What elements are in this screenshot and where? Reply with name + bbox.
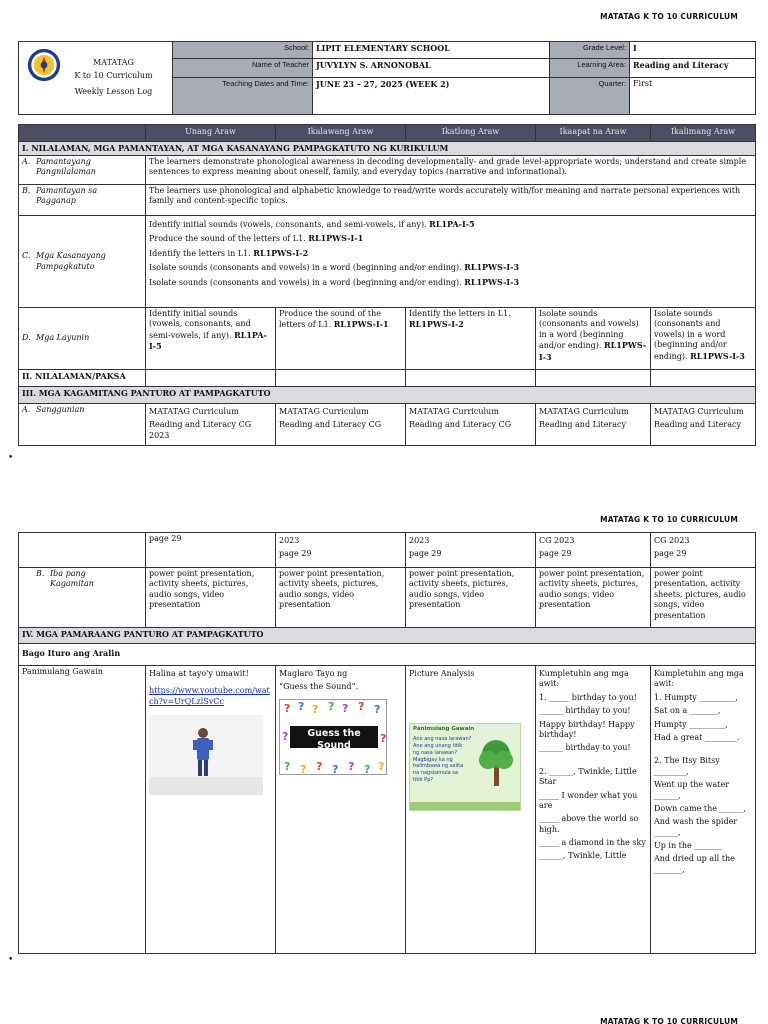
svg-text:?: ? <box>284 701 291 715</box>
activity-subtitle: “Guess the Sound”. <box>279 682 359 692</box>
dates-label: Teaching Dates and Time: <box>173 78 313 115</box>
objective-cell: Isolate sounds (consonants and vowels) in a word (beginning and/or ending). RL1PWS-I-3 <box>536 308 651 370</box>
activity-title: Halina at tayo'y umawit! <box>149 669 249 678</box>
row-label-pamantayang-pangnilalaman: A. Pamantayang Pangnilalaman <box>19 156 146 185</box>
reference-cell: MATATAG Curriculum Reading and Literacy CG <box>406 404 536 446</box>
page-bullet: • <box>8 955 14 965</box>
video-still-image <box>149 715 263 795</box>
activity-day-4: Kumpletuhin ang mga awit: 1. _____ birthday to you! ______ birthday to you! Happy birthday! Happy birthday! ______ birthday to you! 2. ______, Twinkle, Little Star _____ I wonder what you are _____ above the world so high. _____ a diamond in the sky ______, Twinkle, Little <box>536 666 651 954</box>
svg-text:?: ? <box>298 699 305 713</box>
svg-text:?: ? <box>374 702 381 716</box>
row-label-panimulang-gawain: Panimulang Gawain <box>19 666 146 954</box>
running-header: MATATAG K TO 10 CURRICULUM <box>600 1017 738 1024</box>
running-header: MATATAG K TO 10 CURRICULUM <box>600 12 738 21</box>
area-label: Learning Area: <box>550 59 630 78</box>
materials-cell: power point presentation, activity sheets, pictures, audio songs, video presentation <box>651 568 756 628</box>
objective-cell: Produce the sound of the letters of L1. RL1PWS-I-1 <box>276 308 406 370</box>
competencies-list <box>146 216 756 308</box>
objective-cell: Identify the letters in L1. RL1PWS-I-2 <box>406 308 536 370</box>
svg-text:?: ? <box>312 702 319 716</box>
reference-cell: page 29 <box>146 533 276 568</box>
day-header: Ikalawang Araw <box>276 125 406 142</box>
activity-day-2 <box>276 666 406 954</box>
row-label-mga-layunin: D. Mga Layunin <box>19 308 146 370</box>
corner-cell <box>19 125 146 142</box>
section-heading: IV. MGA PAMARAANG PANTURO AT PAMPAGKATUTO <box>19 628 756 644</box>
svg-text:?: ? <box>378 759 385 773</box>
objective-cell: Identify initial sounds (vowels, consonants, and semi-vowels, if any). RL1PA-I-5 <box>146 308 276 370</box>
header-title-line: K to 10 Curriculum <box>74 70 153 80</box>
reference-cell: MATATAG Curriculum Reading and Literacy CG <box>276 404 406 446</box>
reference-cell: 2023 page 29 <box>406 533 536 568</box>
svg-text:?: ? <box>332 762 339 775</box>
day-header: Ikatlong Araw <box>406 125 536 142</box>
competency-item: Isolate sounds (consonants and vowels) in a word (beginning and/or ending). RL1PWS-I-3 <box>149 276 520 287</box>
svg-text:?: ? <box>358 699 365 713</box>
svg-text:?: ? <box>284 759 291 773</box>
reference-cell: 2023 page 29 <box>276 533 406 568</box>
section-heading: II. NILALAMAN/PAKSA <box>19 370 146 387</box>
activity-day-5: Kumpletuhin ang mga awit: 1. Humpty _________, Sat on a _______, Humpty _________, Had a great ________. 2. The Itsy Bitsy ________, Went up the water ______, Down came the ______, And wash the spider ______, Up in the _______ And dried up all the _______, <box>651 666 756 954</box>
empty-cell <box>406 370 536 387</box>
teacher-value: JUVYLYN S. ARNONOBAL <box>313 59 550 78</box>
teacher-label: Name of Teacher <box>173 59 313 78</box>
quarter-label: Quarter: <box>550 78 630 115</box>
activity-day-3 <box>406 666 536 954</box>
header-table <box>18 41 756 115</box>
deped-seal-icon <box>27 48 61 82</box>
svg-text:?: ? <box>282 729 289 743</box>
section-heading: III. MGA KAGAMITANG PANTURO AT PAMPAGKATUTO <box>19 387 756 404</box>
day-header: Unang Araw <box>146 125 276 142</box>
picture-analysis-image: Panimulang Gawain Ano ang nasa larawan? Ano ang unang titik ng nasa larawan? Magbigay ka ng halimbawa ng salita na nagsisimula sa titik Pp? <box>409 723 521 811</box>
row-label-kasanayang-pampagkatuto: C. Mga Kasanayang Pampagkatuto <box>19 216 146 308</box>
header-title-line: Weekly Lesson Log <box>74 87 153 97</box>
row-label-sanggunian: A. Sanggunian <box>19 404 146 446</box>
empty-cell <box>276 370 406 387</box>
section-heading: I. NILALAMAN, MGA PAMANTAYAN, AT MGA KASANAYANG PAMPAGKATUTO NG KURIKULUM <box>19 142 756 156</box>
content-standard-text: The learners demonstrate phonological awareness in decoding developmentally- and grade level-appropriate words; understand and create simple sentences to express meaning about oneself, family, and everyday topics (narrative and informational). <box>146 156 756 185</box>
performance-standard-text: The learners use phonological and alphabetic knowledge to read/write words accurately with/for meaning and narrate personal experiences with family and content-specific topics. <box>146 185 756 216</box>
area-value: Reading and Literacy <box>630 59 756 78</box>
svg-text:?: ? <box>342 701 349 715</box>
lesson-table-page-1 <box>18 124 756 446</box>
svg-text:?: ? <box>348 759 355 773</box>
grade-value: I <box>630 42 756 59</box>
materials-cell: power point presentation, activity sheets, pictures, audio songs, video presentation <box>146 568 276 628</box>
activity-title: Maglaro Tayo ng <box>279 669 348 678</box>
svg-text:?: ? <box>380 731 387 745</box>
svg-text:?: ? <box>328 699 335 713</box>
youtube-link[interactable]: https://www.youtube.com/watch?v=UrQLzlSvCc <box>149 686 270 706</box>
svg-text:?: ? <box>300 762 307 775</box>
page-bullet: • <box>8 453 14 463</box>
competency-item: Produce the sound of the letters of L1. RL1PWS-I-1 <box>149 233 364 244</box>
activity-day-1 <box>146 666 276 954</box>
svg-text:?: ? <box>364 762 371 775</box>
subsection-heading: Bago Ituro ang Aralin <box>19 644 756 666</box>
reference-cell: MATATAG Curriculum Reading and Literacy <box>536 404 651 446</box>
school-value: LIPIT ELEMENTARY SCHOOL <box>313 42 550 59</box>
activity-title: Picture Analysis <box>409 669 475 678</box>
day-header: Ikalimang Araw <box>651 125 756 142</box>
competency-item: Identify the letters in L1. RL1PWS-I-2 <box>149 247 309 258</box>
empty-cell <box>146 370 276 387</box>
picture-analysis-title: Panimulang Gawain <box>413 726 475 733</box>
materials-cell: power point presentation, activity sheets, pictures, audio songs, video presentation <box>536 568 651 628</box>
running-header: MATATAG K TO 10 CURRICULUM <box>600 515 738 524</box>
lesson-table-page-2 <box>18 532 756 954</box>
guess-the-sound-text: Guess the Sound <box>307 727 361 752</box>
empty-cell <box>19 533 146 568</box>
competency-item: Identify initial sounds (vowels, consonants, and semi-vowels, if any). RL1PA-I-5 <box>149 219 475 229</box>
competency-item: Isolate sounds (consonants and vowels) in a word (beginning and/or ending). RL1PWS-I-3 <box>149 262 520 273</box>
materials-cell: power point presentation, activity sheets, pictures, audio songs, video presentation <box>276 568 406 628</box>
grade-label: Grade Level: <box>550 42 630 59</box>
reference-cell: CG 2023 page 29 <box>536 533 651 568</box>
dates-value: JUNE 23 – 27, 2025 (WEEK 2) <box>313 78 550 115</box>
reference-cell: MATATAG Curriculum Reading and Literacy CG 2023 <box>146 404 276 446</box>
empty-cell <box>536 370 651 387</box>
row-label-pamantayan-sa-pagganap: B. Pamantayan sa Pagganap <box>19 185 146 216</box>
reference-cell: CG 2023 page 29 <box>651 533 756 568</box>
day-header: Ikaapat na Araw <box>536 125 651 142</box>
objective-cell: Isolate sounds (consonants and vowels) in a word (beginning and/or ending). RL1PWS-I-3 <box>651 308 756 370</box>
header-logo-cell <box>19 42 173 115</box>
reference-cell: MATATAG Curriculum Reading and Literacy <box>651 404 756 446</box>
quarter-value: First <box>630 78 756 115</box>
materials-cell: power point presentation, activity sheets, pictures, audio songs, video presentation <box>406 568 536 628</box>
empty-cell <box>651 370 756 387</box>
school-label: School: <box>173 42 313 59</box>
svg-text:?: ? <box>316 759 323 773</box>
row-label-iba-pang-kagamitan: B. Iba pang Kagamitan <box>19 568 146 628</box>
guess-the-sound-image <box>279 699 387 775</box>
header-title-line: MATATAG <box>93 58 134 68</box>
